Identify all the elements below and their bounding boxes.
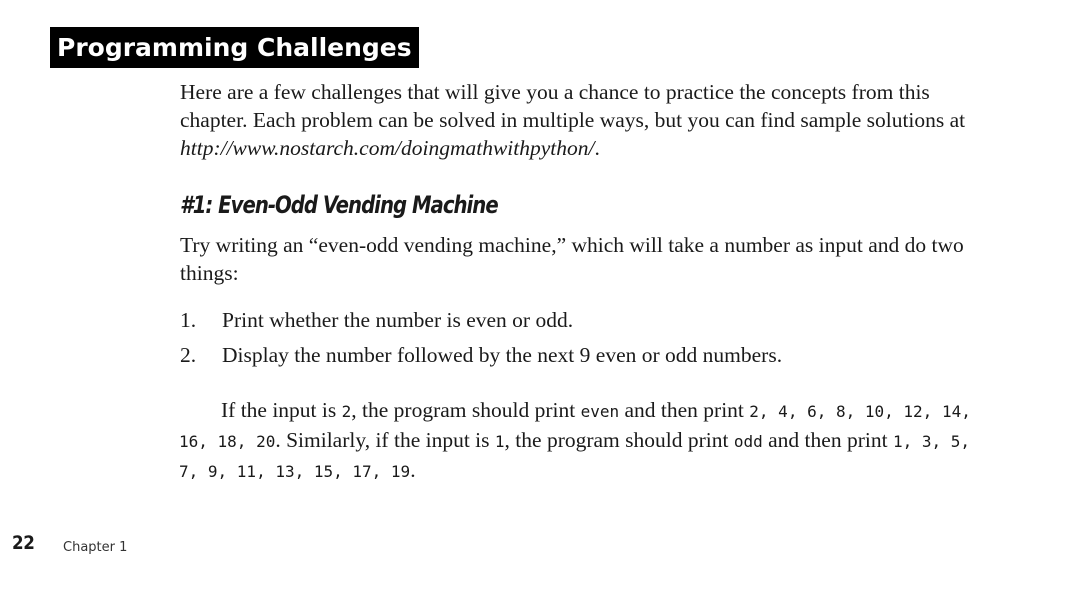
code-output-odd: 1, 3, 5, 7, 9, 11, 13, 15, 17, 19 xyxy=(179,432,970,481)
intro-paragraph xyxy=(180,78,980,162)
intro-period: . xyxy=(594,136,600,160)
code-word-odd: odd xyxy=(733,432,763,451)
example-text: and then print xyxy=(619,398,750,422)
step-number: 1. xyxy=(180,308,197,332)
example-paragraph xyxy=(179,396,979,486)
example-text: . xyxy=(410,458,416,482)
page-content xyxy=(180,78,980,486)
page-number: 22 xyxy=(12,532,35,554)
example-text: , the program should print xyxy=(504,428,734,452)
intro-text: Here are a few challenges that will give you a chance to practice the concepts from this chapter. Each problem can be solved in multiple ways, but you can find sample solutions at xyxy=(180,80,966,132)
challenge-heading: #1: Even-Odd Vending Machine xyxy=(180,191,498,219)
code-input-odd: 1 xyxy=(494,432,505,451)
example-text: . Similarly, if the input is xyxy=(275,428,495,452)
code-word-even: even xyxy=(580,402,620,421)
list-item xyxy=(180,306,980,341)
step-text: Print whether the number is even or odd. xyxy=(222,308,574,332)
challenge-description: Try writing an “even-odd vending machine,” which will take a number as input and do two things: xyxy=(180,233,964,285)
step-number: 2. xyxy=(180,343,197,367)
list-item xyxy=(180,341,980,376)
example-text: If the input is xyxy=(221,398,342,422)
example-text: and then print xyxy=(762,428,893,452)
page-footer xyxy=(12,532,128,562)
chapter-label: Chapter 1 xyxy=(63,540,128,555)
steps-list xyxy=(180,306,980,376)
solutions-link[interactable]: http://www.nostarch.com/doingmathwithpython/ xyxy=(180,136,595,160)
code-output-even: 2, 4, 6, 8, 10, 12, 14, 16, 18, 20 xyxy=(179,402,971,451)
step-text: Display the number followed by the next 9 even or odd numbers. xyxy=(222,343,783,367)
section-title: Programming Challenges xyxy=(50,27,419,68)
code-input-even: 2 xyxy=(341,402,352,421)
example-text: , the program should print xyxy=(351,398,581,422)
